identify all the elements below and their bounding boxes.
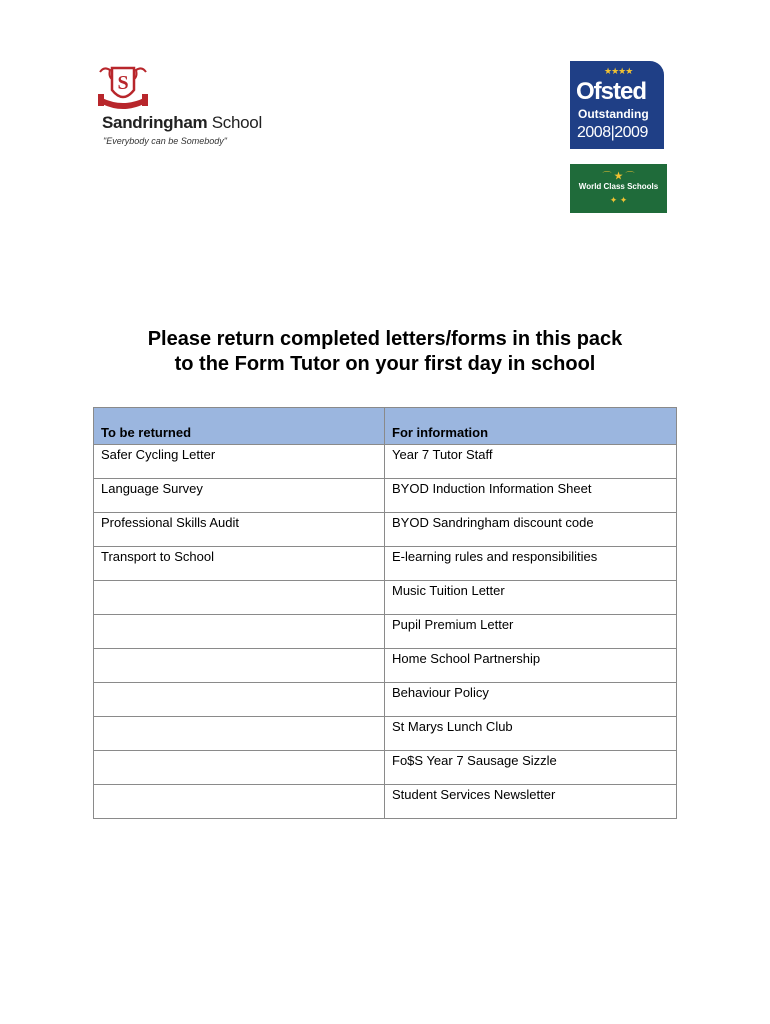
table-header-row <box>94 408 677 445</box>
table-row <box>94 547 677 581</box>
world-class-schools-badge <box>570 164 667 213</box>
ofsted-brand: Ofsted <box>576 78 647 105</box>
school-name <box>102 113 262 133</box>
table-cell: Student Services Newsletter <box>385 785 677 819</box>
world-class-schools-label: World Class Schools <box>578 182 659 191</box>
table-cell: Pupil Premium Letter <box>385 615 677 649</box>
table-cell: Transport to School <box>94 547 385 581</box>
table-cell: Professional Skills Audit <box>94 513 385 547</box>
table-cell: BYOD Sandringham discount code <box>385 513 677 547</box>
table-row <box>94 683 677 717</box>
school-name-regular: School <box>207 113 262 132</box>
school-crest-logo <box>96 64 150 112</box>
ofsted-rating: Outstanding <box>578 107 649 121</box>
table-cell <box>94 683 385 717</box>
table-row <box>94 615 677 649</box>
table-cell: Fo$S Year 7 Sausage Sizzle <box>385 751 677 785</box>
table-cell: Behaviour Policy <box>385 683 677 717</box>
table-row <box>94 717 677 751</box>
table-cell <box>94 581 385 615</box>
table-row <box>94 581 677 615</box>
table-cell <box>94 785 385 819</box>
table-cell: Safer Cycling Letter <box>94 445 385 479</box>
table-row <box>94 785 677 819</box>
table-cell: St Marys Lunch Club <box>385 717 677 751</box>
table-row <box>94 479 677 513</box>
ofsted-years: 2008|2009 <box>577 124 648 141</box>
column-header-to-be-returned: To be returned <box>94 408 385 445</box>
crest-letter: S <box>117 72 129 94</box>
school-motto: "Everybody can be Somebody" <box>103 136 227 146</box>
table-row <box>94 513 677 547</box>
table-cell: Music Tuition Letter <box>385 581 677 615</box>
table-row <box>94 649 677 683</box>
table-cell: BYOD Induction Information Sheet <box>385 479 677 513</box>
forms-table <box>93 407 677 819</box>
table-cell <box>94 717 385 751</box>
ofsted-badge <box>570 61 664 149</box>
leaf-icon: ✦ ✦ <box>609 195 628 205</box>
star-icon: ⌒ ★ ⌒ <box>602 171 635 181</box>
column-header-for-information: For information <box>385 408 677 445</box>
table-row <box>94 751 677 785</box>
table-cell: Language Survey <box>94 479 385 513</box>
page-heading <box>95 327 675 377</box>
table-cell: Year 7 Tutor Staff <box>385 445 677 479</box>
table-cell: Home School Partnership <box>385 649 677 683</box>
table-cell <box>94 649 385 683</box>
table-cell <box>94 615 385 649</box>
table-cell <box>94 751 385 785</box>
star-icon: ★★★★ <box>604 66 633 76</box>
heading-line-2: to the Form Tutor on your first day in school <box>174 353 596 375</box>
table-row <box>94 445 677 479</box>
school-name-bold: Sandringham <box>102 113 208 132</box>
heading-line-1: Please return completed letters/forms in this pack <box>147 328 623 350</box>
table-cell: E-learning rules and responsibilities <box>385 547 677 581</box>
